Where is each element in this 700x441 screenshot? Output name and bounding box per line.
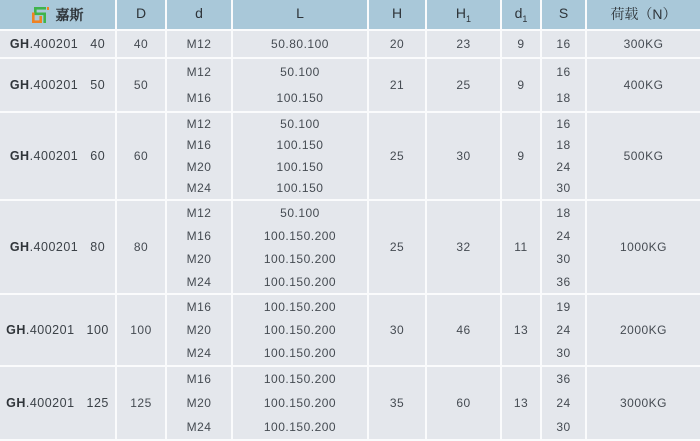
model-prefix: GH [9,37,30,51]
model-code: .400201 [25,396,75,410]
load-cell: 300KG [587,31,700,59]
model-size: 40 [90,37,106,51]
L-cell [233,31,369,59]
brand-logo-icon [32,7,49,23]
D-cell: 60 [117,113,167,201]
L-value: 100.150.200 [263,274,337,289]
L-value: 100.150 [276,159,324,174]
L-cell [233,113,369,201]
model-cell [0,295,117,367]
model-code: .400201 [29,37,79,51]
col-header-H1: $H_1$ [427,0,502,31]
model-prefix: GH [9,240,30,254]
d-value: M24 [186,346,212,361]
L-value: 100.150.200 [263,420,337,434]
model-code: .400201 [25,323,75,337]
table-row [0,295,700,367]
col-header-d: d [167,0,233,31]
S-value: 18 [556,138,571,153]
H-cell: 35 [369,367,427,441]
L-value: 100.150.200 [263,251,337,266]
H-cell: 30 [369,295,427,367]
d1-cell: 13 [502,295,542,367]
S-value: 16 [556,37,571,51]
L-value: 50.100 [280,205,320,220]
L-cell [233,367,369,441]
H1-cell: 32 [427,201,502,295]
d-cell [167,295,233,367]
model-code: .400201 [29,240,79,254]
d-value: M16 [186,299,212,314]
model-prefix: GH [9,149,30,163]
d-cell [167,59,233,113]
H1-cell: 60 [427,367,502,441]
S-cell [542,31,587,59]
d-value: M16 [186,372,212,386]
d-value: M20 [186,251,212,266]
S-value: 18 [556,91,571,105]
H1-cell: 30 [427,113,502,201]
L-value: 100.150.200 [263,228,337,243]
d-cell [167,31,233,59]
model-prefix: GH [6,396,26,410]
col-header-d1: $d_1$ [502,0,542,31]
S-value: 24 [556,322,571,337]
model-prefix: GH [9,78,30,92]
table-row [0,367,700,441]
model-size: 50 [90,78,106,92]
S-value: 24 [556,159,571,174]
L-value: 100.150.200 [263,299,337,314]
L-value: 100.150 [276,91,324,105]
d1-cell: 9 [502,31,542,59]
d-value: M24 [186,274,212,289]
S-value: 24 [556,396,571,410]
L-value: 100.150.200 [263,322,337,337]
S-value: 18 [556,205,571,220]
load-cell: 400KG [587,59,700,113]
H1-cell: 23 [427,31,502,59]
col-header-load: 荷载（N） [587,0,700,31]
S-value: 36 [556,372,571,386]
S-value: 16 [556,116,571,131]
d-value: M24 [186,420,212,434]
S-cell [542,367,587,441]
L-value: 50.100 [280,116,320,131]
L-cell [233,59,369,113]
model-cell [0,31,117,59]
S-value: 30 [556,251,571,266]
d-value: M16 [186,138,212,153]
S-cell [542,113,587,201]
S-cell [542,59,587,113]
col-header-S: S [542,0,587,31]
load-cell: 500KG [587,113,700,201]
brand-header [0,0,117,31]
L-value: 100.150 [276,138,324,153]
d-cell [167,113,233,201]
H-cell: 21 [369,59,427,113]
table-row [0,201,700,295]
model-size: 80 [90,240,106,254]
model-prefix: GH [6,323,26,337]
table-row [0,59,700,113]
H-cell: 25 [369,113,427,201]
S-value: 36 [556,274,571,289]
d1-cell: 13 [502,367,542,441]
load-cell: 1000KG [587,201,700,295]
model-cell [0,113,117,201]
load-cell: 2000KG [587,295,700,367]
D-cell: 40 [117,31,167,59]
d1-cell: 9 [502,59,542,113]
L-cell [233,201,369,295]
d-cell [167,201,233,295]
d-value: M12 [186,116,212,131]
H1-cell: 46 [427,295,502,367]
D-cell: 50 [117,59,167,113]
table-row [0,113,700,201]
D-cell: 125 [117,367,167,441]
brand-name: 嘉斯 [55,6,84,23]
d-value: M12 [186,205,212,220]
S-value: 16 [556,65,571,79]
model-size: 125 [86,396,109,410]
S-value: 24 [556,228,571,243]
col-header-D: D [117,0,167,31]
d-value: M20 [186,159,212,174]
d-value: M24 [186,181,212,196]
table-row [0,31,700,59]
d-value: M16 [186,228,212,243]
d-value: M12 [186,37,212,51]
model-code: .400201 [29,78,79,92]
model-size: 100 [86,323,109,337]
L-value: 100.150.200 [263,346,337,361]
d-value: M12 [186,65,212,79]
model-cell [0,201,117,295]
L-value: 50.100 [280,65,320,79]
D-cell: 80 [117,201,167,295]
d1-cell: 11 [502,201,542,295]
S-value: 30 [556,346,571,361]
model-cell [0,367,117,441]
H1-cell: 25 [427,59,502,113]
model-cell [0,59,117,113]
S-cell [542,201,587,295]
d1-cell: 9 [502,113,542,201]
L-cell [233,295,369,367]
S-value: 30 [556,181,571,196]
S-cell [542,295,587,367]
D-cell: 100 [117,295,167,367]
model-size: 60 [90,149,106,163]
model-code: .400201 [29,149,79,163]
d-cell [167,367,233,441]
col-header-L: L [233,0,369,31]
H-cell: 25 [369,201,427,295]
H-cell: 20 [369,31,427,59]
L-value: 50.80.100 [271,37,329,51]
table-body [0,31,700,441]
S-value: 19 [556,299,571,314]
d-value: M20 [186,396,212,410]
col-header-H: H [369,0,427,31]
L-value: 100.150.200 [263,372,337,386]
L-value: 100.150 [276,181,324,196]
L-value: 100.150.200 [263,396,337,410]
load-cell: 3000KG [587,367,700,441]
header-row [0,0,700,31]
d-value: M16 [186,91,212,105]
d-value: M20 [186,322,212,337]
S-value: 30 [556,420,571,434]
